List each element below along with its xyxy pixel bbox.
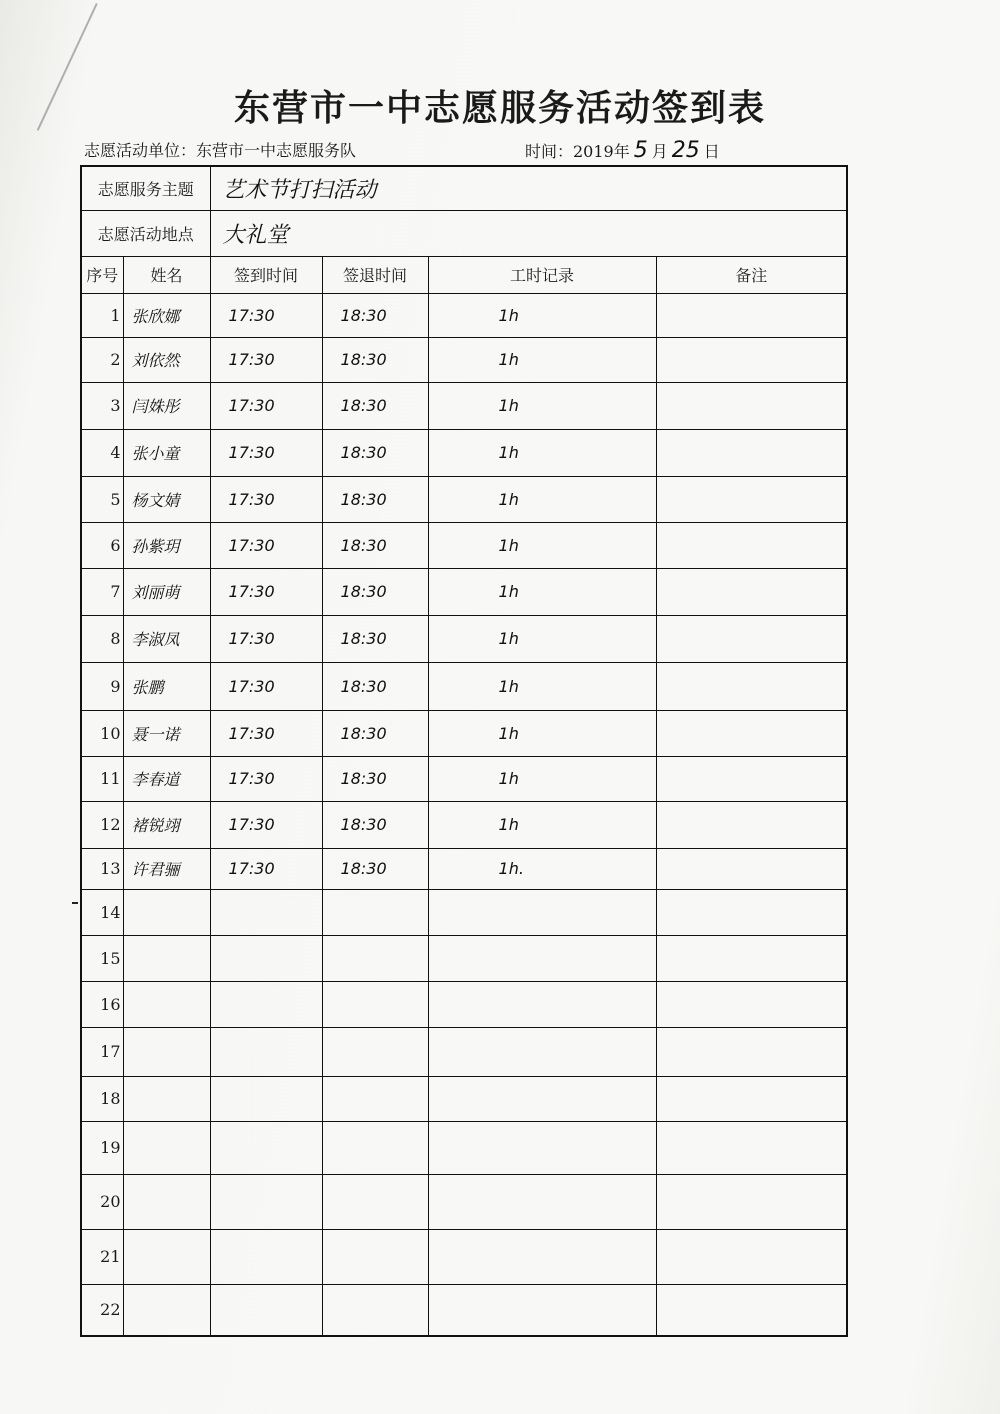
row-name: 刘依然 — [123, 337, 210, 382]
row-number: 5 — [81, 476, 123, 522]
date-month-suffix: 月 — [651, 142, 668, 161]
row-name — [123, 981, 210, 1027]
row-name: 张欣娜 — [123, 293, 210, 337]
sign-in-table — [80, 165, 848, 1337]
table-row — [81, 1284, 847, 1336]
row-hours: 1h — [428, 382, 656, 429]
row-name — [123, 1121, 210, 1174]
row-sign-out: 18:30 — [322, 429, 428, 476]
row-sign-in — [210, 981, 322, 1027]
row-sign-in — [210, 1121, 322, 1174]
row-sign-out — [322, 1174, 428, 1229]
header-name: 姓名 — [123, 256, 210, 293]
row-number: 14 — [81, 889, 123, 935]
organization-value: 东营市一中志愿服务队 — [196, 141, 357, 160]
row-number: 4 — [81, 429, 123, 476]
row-note — [656, 429, 847, 476]
row-sign-out: 18:30 — [322, 662, 428, 710]
table-row — [81, 615, 847, 662]
row-note — [656, 710, 847, 756]
row-number: 2 — [81, 337, 123, 382]
date-label: 时间：2019年 — [525, 142, 630, 161]
row-sign-out — [322, 889, 428, 935]
row-sign-in: 17:30 — [210, 293, 322, 337]
row-name: 许君骊 — [123, 848, 210, 889]
row-sign-in: 17:30 — [210, 756, 322, 801]
row-number: 6 — [81, 522, 123, 568]
theme-label: 志愿服务主题 — [81, 166, 210, 210]
row-sign-in — [210, 1027, 322, 1076]
row-number: 18 — [81, 1076, 123, 1121]
row-number: 13 — [81, 848, 123, 889]
table-row — [81, 382, 847, 429]
row-hours — [428, 1284, 656, 1336]
row-hours: 1h — [428, 710, 656, 756]
table-row — [81, 981, 847, 1027]
row-name: 李淑凤 — [123, 615, 210, 662]
row-hours — [428, 1027, 656, 1076]
row-hours — [428, 981, 656, 1027]
row-note — [656, 382, 847, 429]
row-note — [656, 615, 847, 662]
row-sign-in — [210, 1284, 322, 1336]
row-number: 17 — [81, 1027, 123, 1076]
header-no: 序号 — [81, 256, 123, 293]
row-number: 15 — [81, 935, 123, 981]
row-sign-in: 17:30 — [210, 522, 322, 568]
row-hours — [428, 889, 656, 935]
header-hours: 工时记录 — [428, 256, 656, 293]
row-sign-in — [210, 1174, 322, 1229]
row-sign-in — [210, 1076, 322, 1121]
row-name — [123, 1076, 210, 1121]
header-sign-out: 签退时间 — [322, 256, 428, 293]
date-day: 25 — [671, 138, 700, 163]
row-name: 聂一诺 — [123, 710, 210, 756]
row-sign-in — [210, 935, 322, 981]
row-sign-in: 17:30 — [210, 337, 322, 382]
row-number: 3 — [81, 382, 123, 429]
row-name — [123, 1284, 210, 1336]
table-row — [81, 429, 847, 476]
place-label: 志愿活动地点 — [81, 210, 210, 256]
row-sign-out: 18:30 — [322, 476, 428, 522]
row-hours: 1h — [428, 756, 656, 801]
table-row — [81, 662, 847, 710]
row-number: 11 — [81, 756, 123, 801]
row-name — [123, 935, 210, 981]
row-sign-out — [322, 935, 428, 981]
row-sign-in: 17:30 — [210, 429, 322, 476]
header-sign-in: 签到时间 — [210, 256, 322, 293]
row-hours — [428, 1174, 656, 1229]
row-sign-in — [210, 889, 322, 935]
row-sign-out — [322, 1076, 428, 1121]
row-sign-out: 18:30 — [322, 615, 428, 662]
row-hours — [428, 1229, 656, 1284]
row-number: 22 — [81, 1284, 123, 1336]
row-sign-in: 17:30 — [210, 710, 322, 756]
date-day-suffix: 日 — [703, 142, 720, 161]
row-note — [656, 662, 847, 710]
theme-value: 艺术节打扫活动 — [210, 166, 847, 210]
row-hours: 1h — [428, 568, 656, 615]
table-row — [81, 889, 847, 935]
row-name — [123, 1174, 210, 1229]
row-sign-in — [210, 1229, 322, 1284]
row-sign-in: 17:30 — [210, 801, 322, 848]
row-number: 7 — [81, 568, 123, 615]
row-sign-out: 18:30 — [322, 522, 428, 568]
row-name — [123, 1229, 210, 1284]
row-name: 闫姝彤 — [123, 382, 210, 429]
row-hours: 1h — [428, 662, 656, 710]
row-name — [123, 889, 210, 935]
row-number: 10 — [81, 710, 123, 756]
table-row — [81, 756, 847, 801]
row-number: 21 — [81, 1229, 123, 1284]
row-hours: 1h. — [428, 848, 656, 889]
organization-label: 志愿活动单位： — [84, 141, 197, 160]
table-row — [81, 710, 847, 756]
row-note — [656, 756, 847, 801]
table-row — [81, 1229, 847, 1284]
row-sign-in: 17:30 — [210, 476, 322, 522]
row-sign-out: 18:30 — [322, 756, 428, 801]
row-sign-out — [322, 1229, 428, 1284]
row-note — [656, 476, 847, 522]
row-note — [656, 1027, 847, 1076]
table-row — [81, 568, 847, 615]
row-number: 12 — [81, 801, 123, 848]
row-sign-out: 18:30 — [322, 801, 428, 848]
row-number: 16 — [81, 981, 123, 1027]
table-row — [81, 1174, 847, 1229]
row-note — [656, 801, 847, 848]
row-sign-in: 17:30 — [210, 848, 322, 889]
row-note — [656, 337, 847, 382]
row-hours: 1h — [428, 476, 656, 522]
row-hours: 1h — [428, 615, 656, 662]
row-sign-in: 17:30 — [210, 382, 322, 429]
row-hours — [428, 1121, 656, 1174]
row-sign-out — [322, 1121, 428, 1174]
row-note — [656, 981, 847, 1027]
row-hours — [428, 1076, 656, 1121]
row-number: 20 — [81, 1174, 123, 1229]
row-sign-out: 18:30 — [322, 382, 428, 429]
row-sign-out — [322, 1284, 428, 1336]
table-row — [81, 522, 847, 568]
table-row — [81, 293, 847, 337]
row-note — [656, 522, 847, 568]
row-name: 褚锐翊 — [123, 801, 210, 848]
row-sign-out: 18:30 — [322, 293, 428, 337]
row-note — [656, 293, 847, 337]
row-hours: 1h — [428, 429, 656, 476]
row-name: 张小童 — [123, 429, 210, 476]
row-number: 9 — [81, 662, 123, 710]
header-row — [81, 256, 847, 293]
row-sign-out: 18:30 — [322, 568, 428, 615]
row-sign-out: 18:30 — [322, 337, 428, 382]
row-hours: 1h — [428, 801, 656, 848]
row-number: 1 — [81, 293, 123, 337]
header-note: 备注 — [656, 256, 847, 293]
row-number: 8 — [81, 615, 123, 662]
row-sign-in: 17:30 — [210, 568, 322, 615]
row-note — [656, 1284, 847, 1336]
row-name: 张鹏 — [123, 662, 210, 710]
table-row — [81, 337, 847, 382]
place-row — [81, 210, 847, 256]
table-row — [81, 1121, 847, 1174]
row-name: 孙紫玥 — [123, 522, 210, 568]
page-title: 东营市一中志愿服务活动签到表 — [233, 87, 766, 129]
row-hours: 1h — [428, 337, 656, 382]
row-hours — [428, 935, 656, 981]
row-sign-in: 17:30 — [210, 615, 322, 662]
row-note — [656, 935, 847, 981]
organization-line — [84, 138, 356, 161]
row-name: 杨文婧 — [123, 476, 210, 522]
row-number: 19 — [81, 1121, 123, 1174]
date-month: 5 — [633, 138, 648, 163]
table-row — [81, 476, 847, 522]
row-sign-out: 18:30 — [322, 710, 428, 756]
row-hours: 1h — [428, 293, 656, 337]
row-sign-out — [322, 981, 428, 1027]
row-sign-out: 18:30 — [322, 848, 428, 889]
row-note — [656, 568, 847, 615]
row-name: 刘丽萌 — [123, 568, 210, 615]
row-note — [656, 1121, 847, 1174]
row-name: 李春道 — [123, 756, 210, 801]
row-note — [656, 1229, 847, 1284]
pen-mark — [72, 902, 78, 904]
row-sign-in: 17:30 — [210, 662, 322, 710]
date-line — [525, 138, 720, 163]
row-sign-out — [322, 1027, 428, 1076]
table-row — [81, 1076, 847, 1121]
row-name — [123, 1027, 210, 1076]
place-value: 大礼堂 — [210, 210, 847, 256]
row-note — [656, 1076, 847, 1121]
table-row — [81, 935, 847, 981]
table-row — [81, 848, 847, 889]
row-note — [656, 1174, 847, 1229]
row-hours: 1h — [428, 522, 656, 568]
theme-row — [81, 166, 847, 210]
row-note — [656, 889, 847, 935]
table-row — [81, 1027, 847, 1076]
row-note — [656, 848, 847, 889]
table-row — [81, 801, 847, 848]
